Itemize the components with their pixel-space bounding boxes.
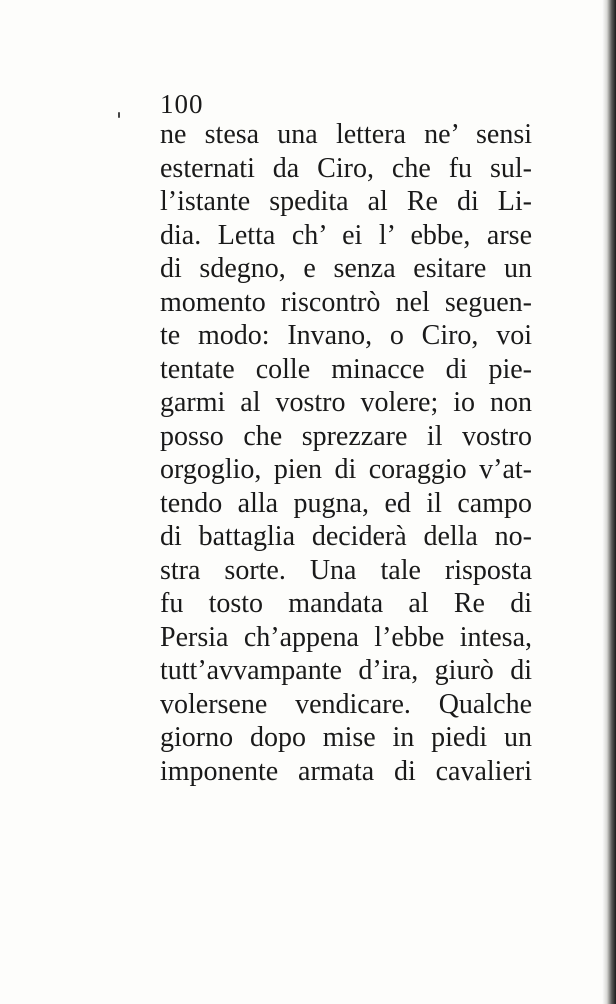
text-line: di battaglia deciderà della no- (160, 521, 532, 552)
text-line: orgoglio, pien di coraggio v’at- (160, 454, 532, 485)
text-line: tutt’avvampante d’ira, giurò di (160, 655, 532, 686)
text-line: tendo alla pugna, ed il campo (160, 487, 532, 519)
page-edge-shadow (602, 0, 616, 1004)
text-line: te modo: Invano, o Ciro, voi (160, 320, 532, 351)
text-line: stra sorte. Una tale risposta (160, 554, 532, 586)
text-line: dia. Letta ch’ ei l’ ebbe, arse (160, 219, 532, 251)
text-line: l’istante spedita al Re di Li- (160, 186, 532, 217)
text-line: imponente armata di cavalieri (160, 755, 532, 787)
text-line: garmi al vostro volere; io non (160, 387, 532, 418)
text-line: momento riscontrò nel seguen- (160, 286, 532, 318)
text-line: tentate colle minacce di pie- (160, 353, 532, 385)
text-line: posso che sprezzare il vostro (160, 420, 532, 452)
text-line: di sdegno, e senza esitare un (160, 253, 532, 284)
text-line: ne stesa una lettera ne’ sensi (160, 119, 532, 150)
body-text (160, 118, 532, 788)
ink-speck (118, 112, 120, 118)
text-line: giorno dopo mise in piedi un (160, 722, 532, 753)
text-line: volersene vendicare. Qualche (160, 688, 532, 720)
page-number: 100 (160, 89, 204, 119)
text-line: Persia ch’appena l’ebbe intesa, (160, 621, 532, 653)
text-line: fu tosto mandata al Re di (160, 588, 532, 619)
text-line: esternati da Ciro, che fu sul- (160, 152, 532, 184)
